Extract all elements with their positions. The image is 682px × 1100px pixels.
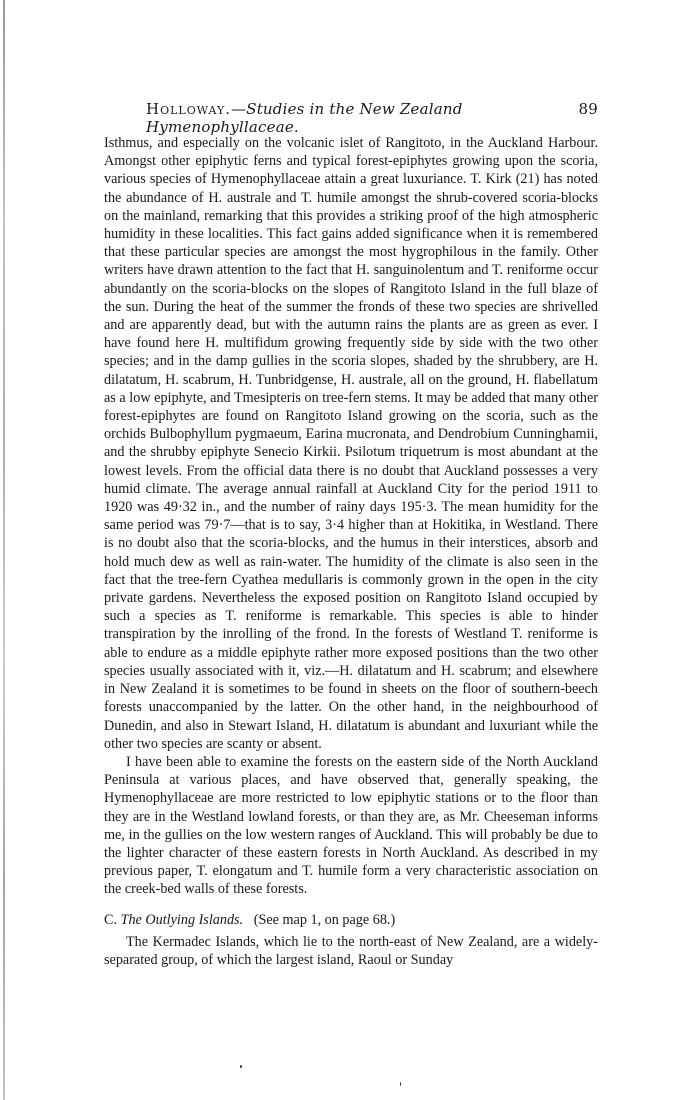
paragraph-3: The Kermadec Islands, which lie to the north-east of New Zealand, are a widely-separated group, of which the largest island, Raoul or Sunday — [104, 933, 598, 968]
header-title-line — [146, 100, 571, 136]
paragraph-1: Isthmus, and especially on the volcanic islet of Rangitoto, in the Auckland Harbour. Amongst other epiphytic ferns and typical forest-epiphytes growing upon the scoria, various species of Hymenophyllaceae attain a great luxuriance. T. Kirk (21) has noted the abundance of H. australe and T. humile amongst the shrub-covered scoria-blocks on the mainland, remarking that this provides a striking proof of the high atmospheric humidity in these localities. This fact gains added significance when it is remembered that these particular species are amongst the most hygrophilous in the family. Other writers have drawn attention to the fact that H. sanguinolentum and T. reniforme occur abundantly on the scoria-blocks on the slopes of Rangitoto Island in the full blaze of the sun. During the heat of the summer the fronds of these two species are shrivelled and are apparently dead, but with the autumn rains the plants are as green as ever. I have found here H. multifidum growing frequently side by side with the two other species; and in the damp gullies in the scoria slopes, shaded by the shrubbery, are H. dilatatum, H. scabrum, H. Tunbridgense, H. australe, all on the ground, H. flabellatum as a low epiphyte, and Tmesipteris on tree-fern stems. It may be added that many other forest-epiphytes are found on Rangitoto Island growing on the scoria, such as the orchids Bulbophyllum pygmaeum, Earina mucronata, and Dendrobium Cunninghamii, and the shrubby epiphyte Senecio Kirkii. Psilotum triquetrum is most abundant at the lowest levels. From the official data there is no doubt that Auckland possesses a very humid climate. The average annual rainfall at Auckland City for the period 1911 to 1920 was 49·32 in., and the number of rainy days 195·3. The mean humidity for the same period was 79·7—that is to say, 3·4 higher than at Hokitika, in Westland. There is no doubt also that the scoria-blocks, and the humus in their interstices, absorb and hold much dew as well as rain-water. The humidity of the climate is also seen in the fact that the tree-fern Cyathea medullaris is commonly grown in the open in the city private gardens. Nevertheless the exposed position on Rangitoto Island occupied by such a species as T. reniforme is remarkable. This species is able to hinder transpiration by the inrolling of the frond. In the forests of Westland T. reniforme is able to endure as a middle epiphyte rather more exposed positions than the two other species usually associated with it, viz.—H. dilatatum and H. scabrum; and elsewhere in New Zealand it is sometimes to be found in sheets on the floor of southern-beech forests unaccompanied by the latter. On the other hand, in the neighbourhood of Dunedin, and also in Stewart Island, H. dilatatum is abundant and luxuriant while the other two species are scanty or absent. — [104, 135, 598, 752]
section-title: The Outlying Islands. — [120, 911, 244, 928]
section-note: (See map 1, on page 68.) — [253, 911, 396, 928]
header-author: Holloway. — [146, 100, 232, 118]
section-label: C. — [104, 911, 118, 928]
body-text — [104, 134, 598, 969]
page-number: 89 — [578, 100, 598, 118]
scan-speck — [240, 1065, 242, 1068]
section-heading — [104, 911, 598, 929]
page-edge-shadow — [3, 0, 5, 1100]
header-separator: — — [231, 100, 247, 118]
header-title: Studies in the New Zealand Hymenophyllaceae. — [146, 100, 463, 136]
running-head — [146, 100, 598, 136]
scan-speck — [400, 1082, 401, 1086]
paragraph-2: I have been able to examine the forests on the eastern side of the North Auckland Peninsula at various places, and have observed that, generally speaking, the Hymenophyllaceae are more restricted to low epiphytic stations or to the floor than they are in the Westland lowland forests, or than they are, as Mr. Cheeseman informs me, in the gullies on the low western ranges of Auckland. This will probably be due to the lighter character of these eastern forests in North Auckland. As described in my previous paper, T. elongatum and T. humile form a very characteristic association on the creek-bed walls of these forests. — [104, 753, 598, 898]
